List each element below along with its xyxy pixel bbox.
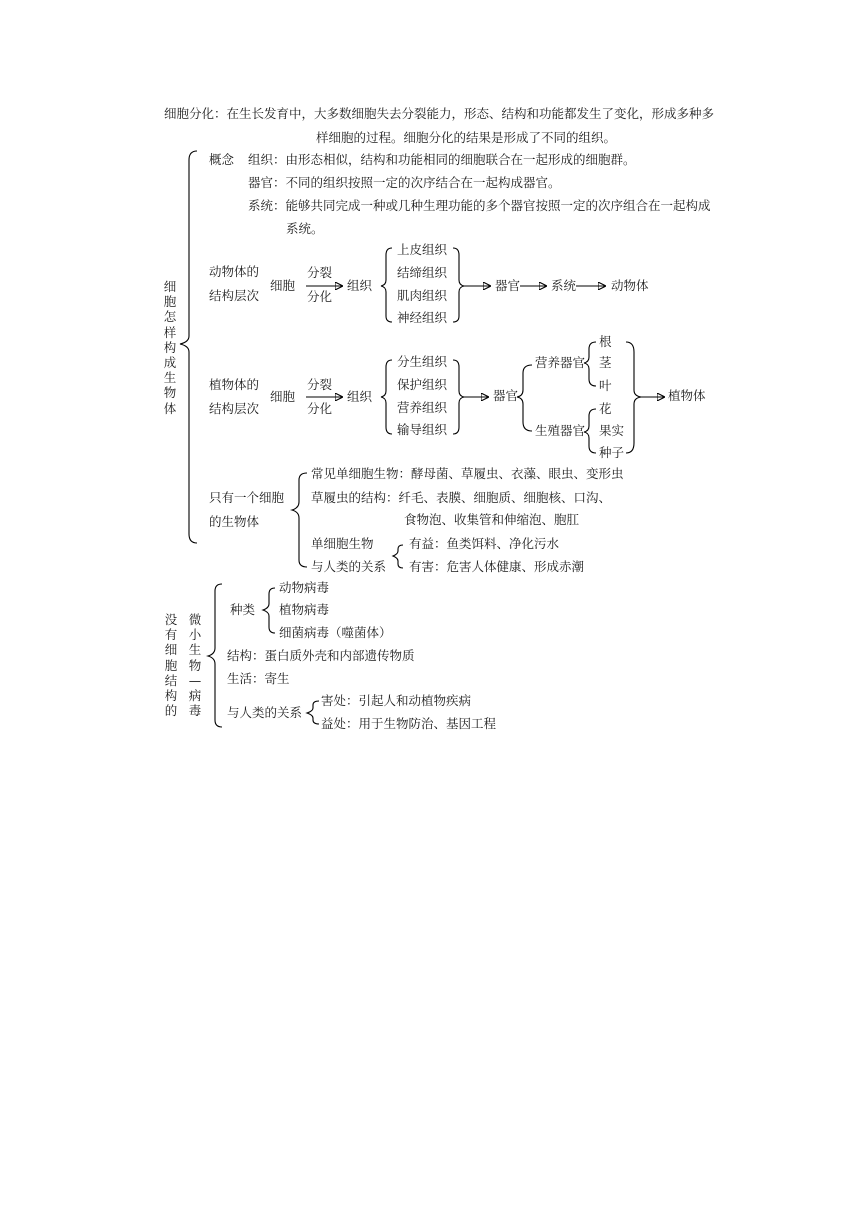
virus-benefit: 益处：用于生物防治、基因工程 bbox=[321, 716, 497, 731]
plant-rep-part: 种子 bbox=[599, 445, 625, 460]
plant-veg-part: 叶 bbox=[599, 378, 612, 393]
single-relation-line-1: 单细胞生物 bbox=[311, 536, 374, 551]
concept-system-line-2: 系统。 bbox=[286, 221, 324, 236]
plant-rep-part: 果实 bbox=[599, 423, 625, 438]
relation-brace bbox=[393, 545, 403, 568]
concept-system-line-1: 系统：能够共同完成一种或几种生理功能的多个器官按照一定的次序组合在一起构成 bbox=[248, 198, 711, 213]
animal-tissue-item: 上皮组织 bbox=[397, 242, 448, 257]
plant-tissue-item: 保护组织 bbox=[397, 377, 448, 392]
plant-label-line-1: 植物体的 bbox=[209, 377, 260, 392]
animal-tissue: 组织 bbox=[347, 278, 373, 293]
animal-organ: 器官 bbox=[495, 278, 521, 293]
virus-harm: 害处：引起人和动植物疾病 bbox=[321, 693, 472, 708]
intro-line-1: 细胞分化：在生长发育中，大多数细胞失去分裂能力，形态、结构和功能都发生了变化，形成多种多 bbox=[164, 106, 715, 121]
animal-tissue-item: 神经组织 bbox=[397, 310, 448, 325]
single-structure-line-2: 食物泡、收集管和伸缩泡、胞肛 bbox=[404, 512, 580, 527]
single-label-line-1: 只有一个细胞 bbox=[209, 490, 285, 505]
single-label-line-2: 的生物体 bbox=[209, 514, 260, 529]
animal-tissue-brace bbox=[381, 248, 392, 322]
virus-type: 细菌病毒（噬菌体） bbox=[279, 625, 392, 640]
single-common: 常见单细胞生物：酵母菌、草履虫、衣藻、眼虫、变形虫 bbox=[311, 466, 624, 481]
plant-tissue-brace-right bbox=[453, 360, 464, 434]
types-brace bbox=[263, 588, 275, 633]
plant-rep-part: 花 bbox=[599, 401, 612, 416]
plant-arrow-top: 分裂 bbox=[307, 377, 333, 392]
plant-cell: 细胞 bbox=[270, 389, 296, 404]
plant-organ: 器官 bbox=[493, 388, 519, 403]
plant-tissue-item: 输导组织 bbox=[397, 422, 448, 437]
section2-subtitle: 微小生物—病毒 bbox=[188, 612, 202, 719]
plant-label-line-2: 结构层次 bbox=[209, 401, 260, 416]
animal-cell: 细胞 bbox=[270, 278, 296, 293]
virus-life: 生活：寄生 bbox=[227, 671, 290, 686]
section1-brace bbox=[180, 151, 197, 543]
animal-tissue-brace-right bbox=[453, 248, 464, 322]
virus-relation-label: 与人类的关系 bbox=[227, 705, 303, 720]
plant-tissue-brace bbox=[381, 360, 392, 434]
plant-tissue-item: 营养组织 bbox=[397, 400, 448, 415]
single-relation-line-2: 与人类的关系 bbox=[311, 559, 387, 574]
animal-tissue-item: 结缔组织 bbox=[397, 265, 448, 280]
rep-organ-brace bbox=[584, 409, 596, 453]
plant-veg-part: 茎 bbox=[599, 355, 612, 370]
plant-tissue-item: 分生组织 bbox=[397, 354, 448, 369]
section2-brace bbox=[208, 584, 222, 727]
single-harm: 有害：危害人体健康、形成赤潮 bbox=[409, 559, 585, 574]
plant-veg-organ: 营养器官 bbox=[535, 355, 586, 370]
veg-organ-brace bbox=[584, 342, 596, 386]
animal-arrow-bottom: 分化 bbox=[307, 289, 333, 304]
virus-type: 动物病毒 bbox=[279, 580, 330, 595]
single-structure-line-1: 草履虫的结构：纤毛、表膜、细胞质、细胞核、口沟、 bbox=[311, 490, 612, 505]
animal-label-line-2: 结构层次 bbox=[209, 288, 260, 303]
concept-label: 概念 bbox=[209, 152, 235, 167]
plant-arrow-bottom: 分化 bbox=[307, 401, 333, 416]
plant-tissue: 组织 bbox=[347, 389, 373, 404]
section2-title: 没有细胞结构的 bbox=[164, 612, 178, 719]
animal-body: 动物体 bbox=[611, 278, 649, 293]
virus-structure: 结构：蛋白质外壳和内部遗传物质 bbox=[227, 648, 415, 663]
intro-line-2: 样细胞的过程。细胞分化的结果是形成了不同的组织。 bbox=[316, 130, 617, 145]
animal-label-line-1: 动物体的 bbox=[209, 264, 260, 279]
virus-type: 植物病毒 bbox=[279, 602, 330, 617]
concept-tissue: 组织：由形态相似，结构和功能相同的细胞联合在一起形成的细胞群。 bbox=[248, 152, 636, 167]
plant-body: 植物体 bbox=[668, 388, 706, 403]
plant-rep-organ: 生殖器官 bbox=[535, 423, 586, 438]
animal-arrow-top: 分裂 bbox=[307, 265, 333, 280]
animal-system: 系统 bbox=[551, 278, 577, 293]
plant-organ-brace bbox=[517, 365, 532, 431]
virus-types-label: 种类 bbox=[230, 602, 256, 617]
single-benefit: 有益：鱼类饵料、净化污水 bbox=[409, 536, 560, 551]
animal-tissue-item: 肌肉组织 bbox=[397, 288, 448, 303]
virus-relation-brace bbox=[307, 701, 319, 724]
concept-organ: 器官：不同的组织按照一定的次序结合在一起构成器官。 bbox=[248, 175, 561, 190]
single-brace bbox=[292, 473, 307, 567]
plant-parts-brace-right bbox=[626, 342, 641, 453]
section1-title: 细胞怎样构成生物体 bbox=[163, 279, 177, 416]
plant-veg-part: 根 bbox=[599, 334, 612, 349]
